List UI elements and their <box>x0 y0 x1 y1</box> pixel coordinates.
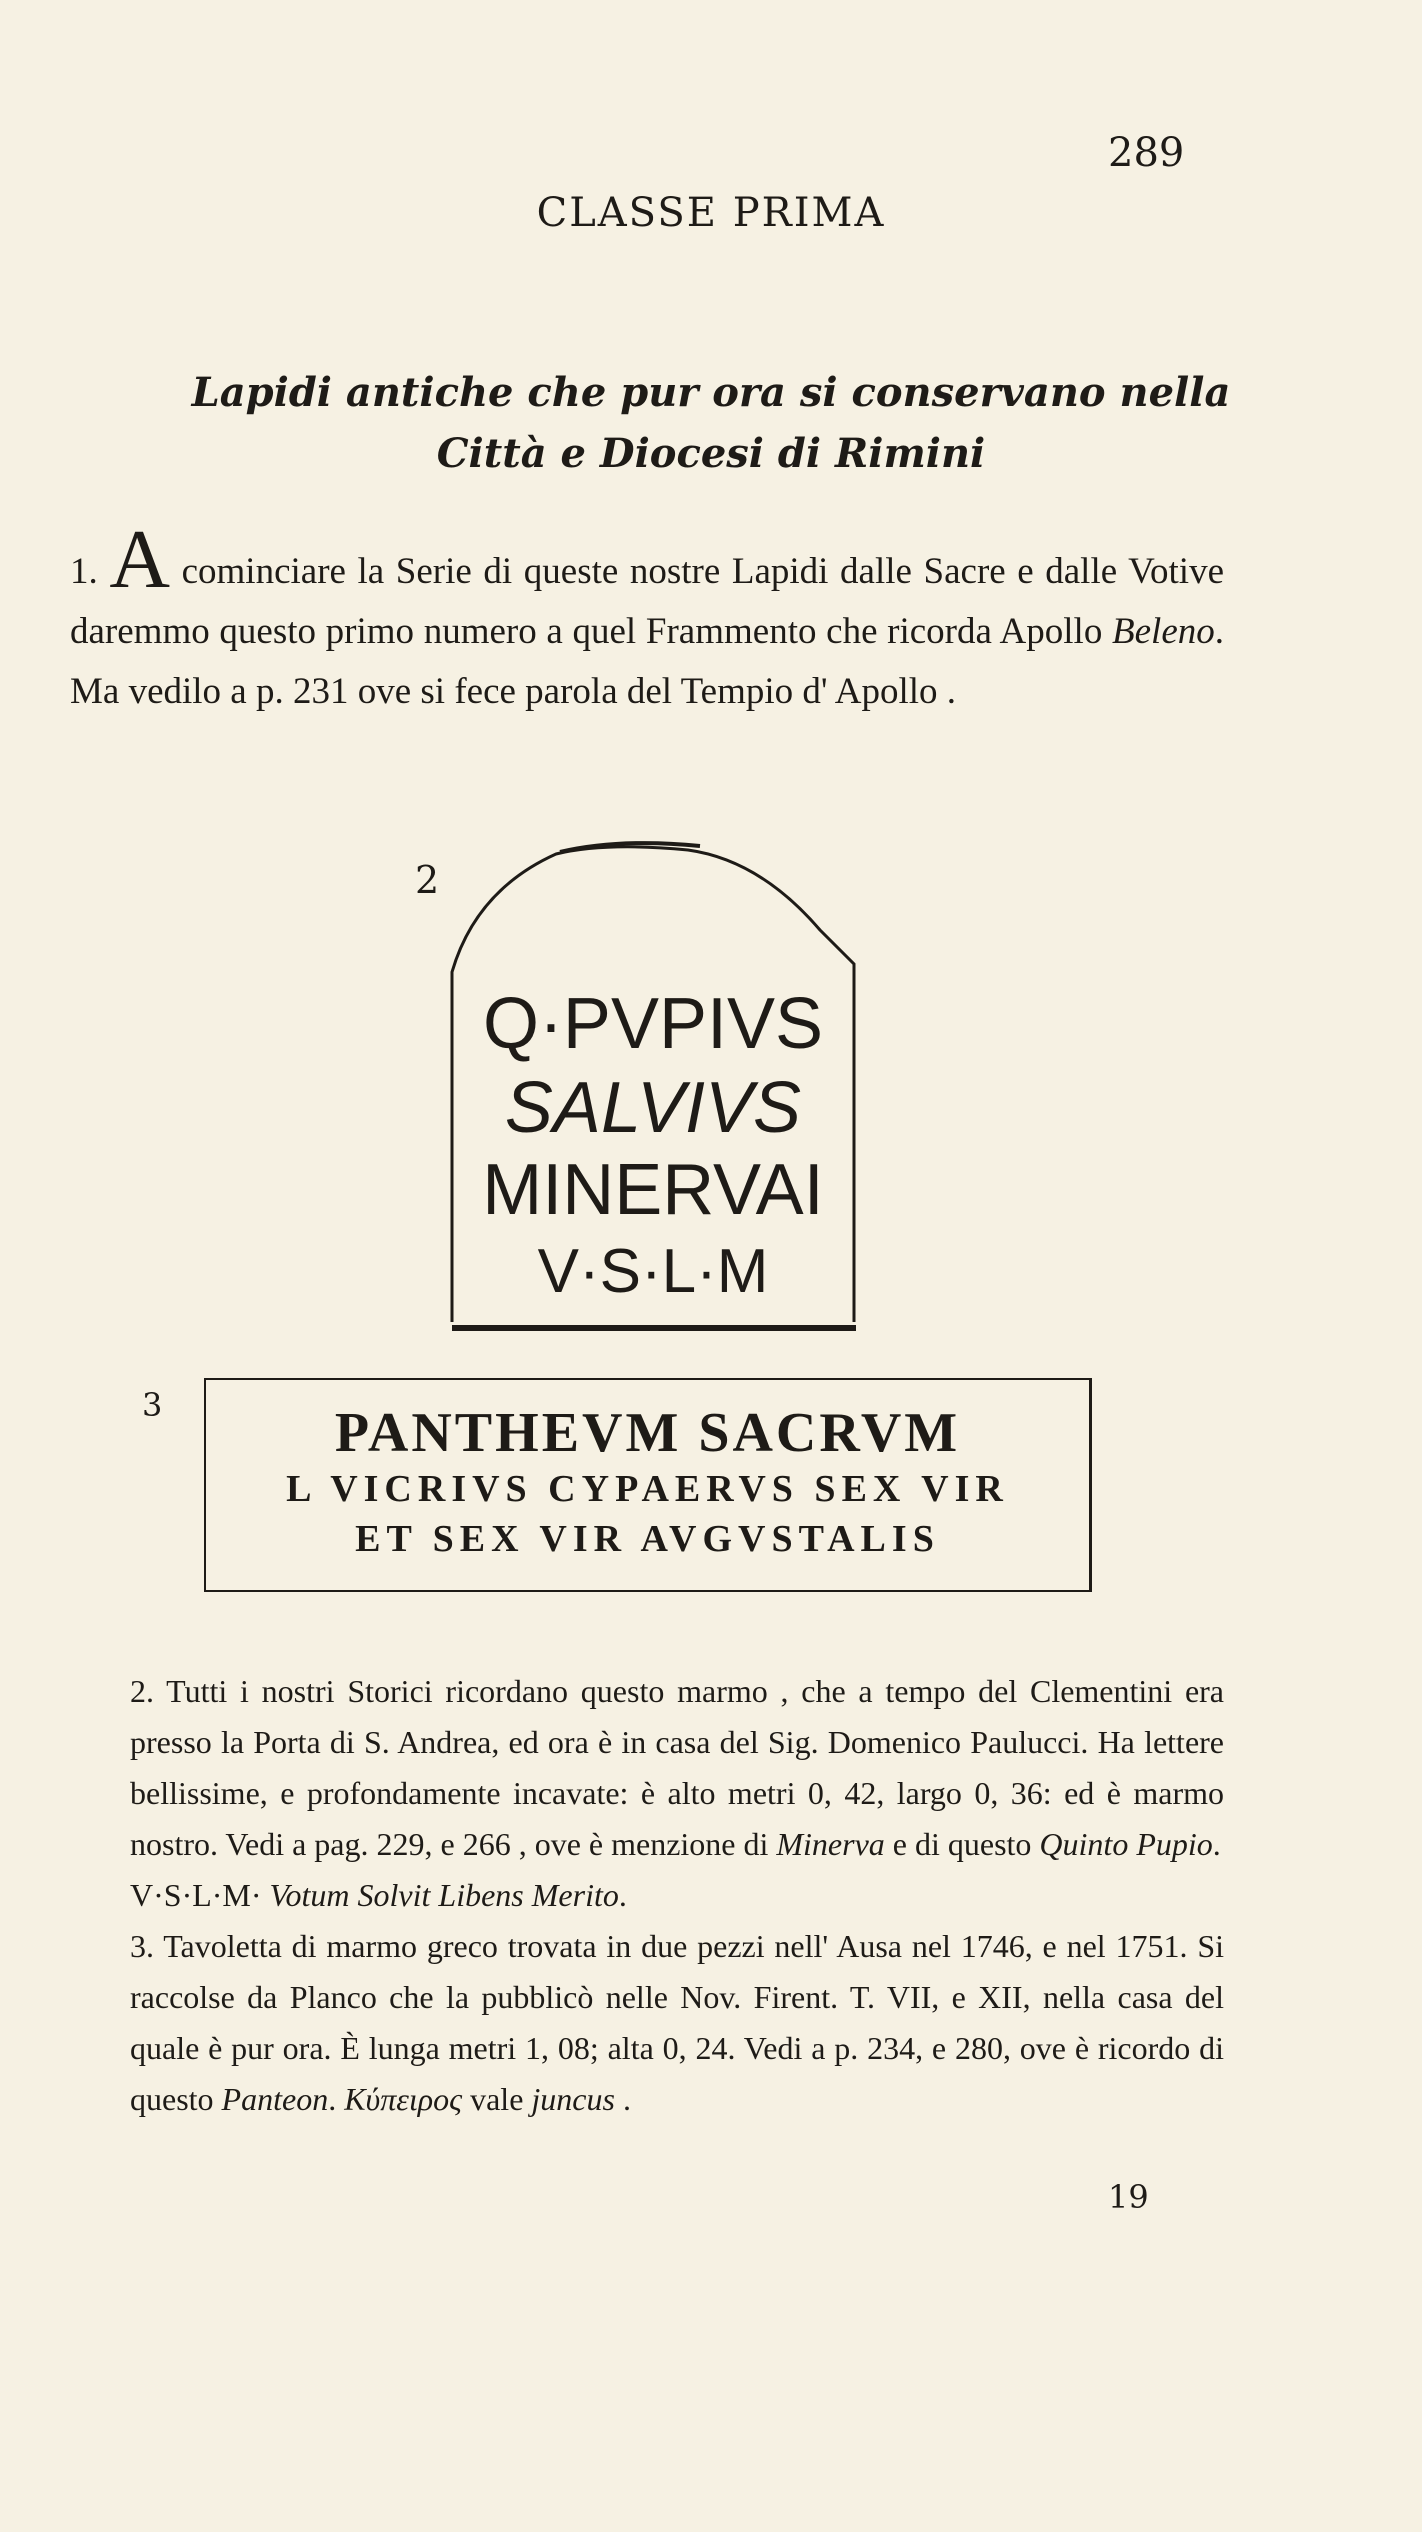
note-3-text-c: vale <box>462 2081 532 2117</box>
note-2-abbr: V·S·L·M· <box>130 1877 262 1913</box>
subtitle-line-2: Città e Diocesi di Rimini <box>436 430 986 477</box>
section-heading: CLASSE PRIMA <box>536 190 886 236</box>
note-2-abbreviation <box>70 1870 1224 1921</box>
note-3 <box>70 1921 1224 2125</box>
inscription-2-label: 2 <box>415 858 440 902</box>
note-3-juncus: juncus <box>531 2081 615 2117</box>
paragraph-text-b: . Ma vedilo a p. 231 ove si fece parola del Tempio d' Apollo . <box>70 611 1224 712</box>
note-3-text-a: 3. Tavoletta di marmo greco trovata in due pezzi nell' Ausa nel 1746, e nel 1751. Si raccolse da Planco che la pubblicò nelle Nov. Firent. T. VII, e XII, nella casa del quale è pur ora. È lunga metri 1, 08; alta 0, 24. Vedi a p. 234, e 280, ove è ricordo di questo <box>130 1928 1224 2117</box>
footnotes <box>70 1666 1224 2125</box>
paragraph-number: 1. <box>70 551 98 592</box>
inscription-3-label: 3 <box>142 1386 163 1424</box>
note-3-panteon: Panteon <box>221 2081 329 2117</box>
paragraph-italic: Beleno <box>1112 611 1215 652</box>
tablet-line-3: ET SEX VIR AVGVSTALIS <box>355 1518 940 1560</box>
note-2-text-d: . <box>618 1877 627 1913</box>
note-2-expansion: Votum Solvit Libens Merito <box>269 1877 619 1913</box>
tablet-line-2: L VICRIVS CYPAERVS SEX VIR <box>286 1468 1009 1510</box>
note-3-text-b: . <box>328 2081 337 2117</box>
note-3-greek: Κύπειρος <box>344 2081 463 2117</box>
note-2-minerva: Minerva <box>776 1826 885 1862</box>
stele-line-3: MINERVAI <box>482 1150 824 1230</box>
stele-line-2: SALVIVS <box>504 1068 802 1148</box>
tablet-inscription-3 <box>204 1378 1092 1592</box>
stele-line-4: V·S·L·M <box>537 1237 769 1306</box>
note-2 <box>70 1666 1224 1870</box>
signature-mark: 19 <box>1108 2178 1149 2216</box>
subtitle-line-1: Lapidi antiche che pur ora si conservano nella <box>191 369 1231 416</box>
note-3-text-d: . <box>614 2081 631 2117</box>
note-2-text-c: . <box>1212 1826 1221 1862</box>
stele-line-1: Q·PVPIVS <box>482 984 824 1064</box>
note-2-text-a: 2. Tutti i nostri Storici ricordano questo marmo , che a tempo del Clementini era presso la Porta di S. Andrea, ed ora è in casa del Sig. Domenico Paulucci. Ha lettere bellissime, e profondamente incavate: è alto metri 0, 42, largo 0, 36: ed è marmo nostro. Vedi a pag. 229, e 266 , ove è menzione di <box>130 1673 1224 1862</box>
paragraph-text-a: cominciare la Serie di queste nostre Lapidi dalle Sacre e dalle Votive daremmo questo primo numero a quel Frammento che ricorda Apollo <box>70 551 1225 652</box>
note-2-quinto: Quinto Pupio <box>1039 1826 1213 1862</box>
drop-initial: A <box>109 513 171 606</box>
page-number: 289 <box>1108 130 1185 176</box>
note-2-text-b: e di questo <box>884 1826 1040 1862</box>
tablet-line-1: PANTHEVM SACRVM <box>334 1402 961 1464</box>
